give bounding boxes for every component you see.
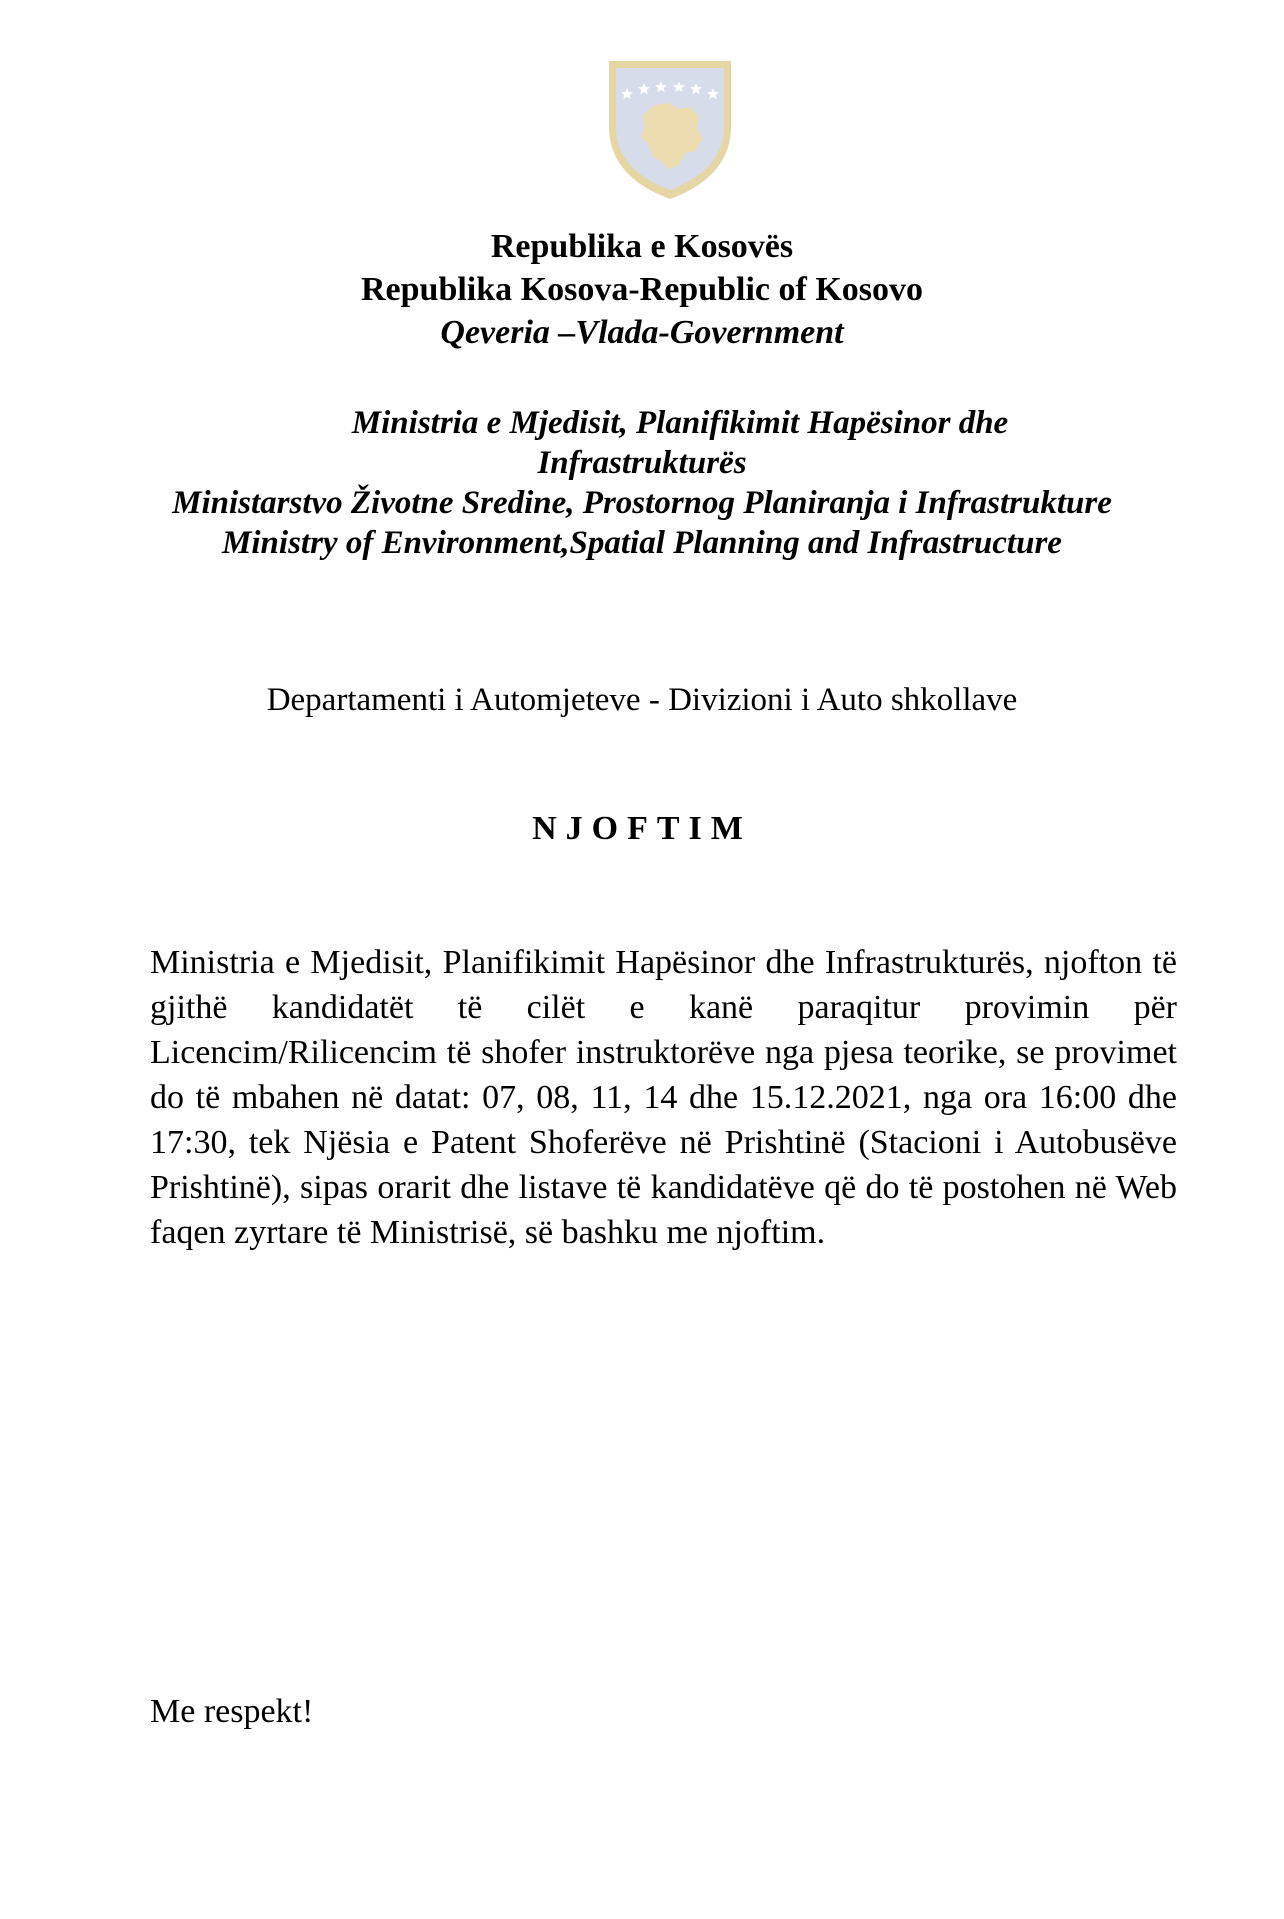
letterhead — [0, 225, 1284, 354]
ministry-name-albanian-1: Ministria e Mjedisit, Planifikimit Hapësinor dhe — [351, 405, 1009, 441]
ministry-name-english: Ministry of Environment,Spatial Planning and Infrastructure — [222, 525, 1062, 561]
notice-title: NJOFTIM — [532, 810, 752, 847]
department-name: Departamenti i Automjeteve - Divizioni i Auto shkollave — [266, 682, 1018, 718]
government-label: Qeveria –Vlada-Government — [440, 314, 844, 351]
country-name-albanian: Republika e Kosovës — [490, 228, 794, 265]
ministry-name-albanian-2: Infrastrukturës — [537, 445, 747, 481]
ministry-block — [0, 403, 1284, 563]
closing-salutation: Me respekt! — [150, 1693, 314, 1730]
coat-of-arms-emblem — [605, 57, 735, 202]
ministry-name-serbian: Ministarstvo Životne Sredine, Prostornog Planiranja i Infrastrukture — [172, 485, 1112, 521]
notice-body: Ministria e Mjedisit, Planifikimit Hapësinor dhe Infrastrukturës, njofton të gjithë kandidatët të cilët e kanë paraqitur provimin për Licencim/Rilicencim të shofer instruktorëve nga pjesa teorike, se provimet do të mbahen në datat: 07, 08, 11, 14 dhe 15.12.2021, nga ora 16:00 dhe 17:30, tek Njësia e Patent Shoferëve në Prishtinë (Stacioni i Autobusëve Prishtinë), sipas orarit dhe listave të kandidatëve që do të postohen në Web faqen zyrtare të Ministrisë, së bashku me njoftim. — [150, 944, 1177, 1251]
country-name-serbian-english: Republika Kosova-Republic of Kosovo — [360, 271, 924, 308]
